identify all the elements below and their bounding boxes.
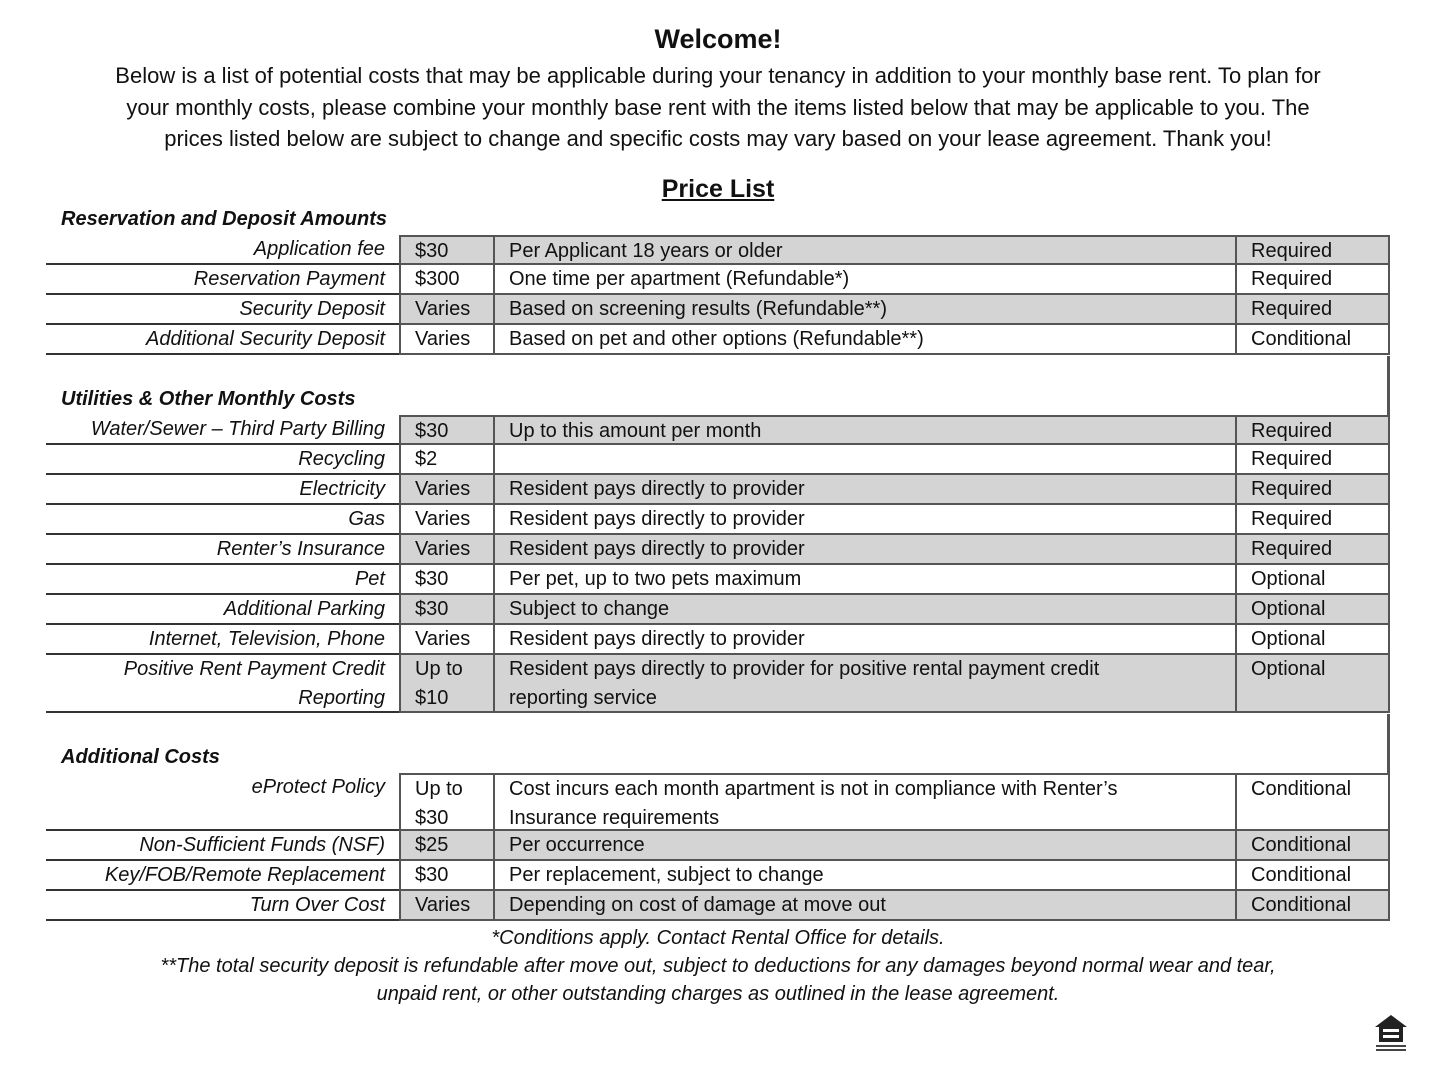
item-description [495,891,1237,919]
item-data [399,415,1390,445]
table-row [0,295,1446,325]
item-price-line: $10 [415,687,449,709]
item-description-line: Per replacement, subject to change [509,864,824,886]
item-data [399,831,1390,861]
item-price [401,325,495,353]
item-data [399,235,1390,265]
item-data [399,861,1390,891]
item-description [495,565,1237,593]
item-status: Optional [1251,658,1326,680]
item-price [401,535,495,563]
table-row [0,595,1446,625]
item-data [399,891,1390,921]
item-price [401,417,495,443]
item-description [495,831,1237,859]
item-data [399,595,1390,625]
item-label [46,445,399,475]
table-row [0,625,1446,655]
item-price-line: $30 [415,240,449,262]
item-status: Conditional [1251,328,1352,350]
item-status: Optional [1251,628,1326,650]
intro-line: your monthly costs, please combine your monthly base rent with the items listed below that may be applicable to you. The [126,94,1310,120]
item-label [46,295,399,325]
item-data [399,325,1390,355]
item-price-line: $30 [415,864,449,886]
price-list-title: Price List [661,175,775,203]
section-title-utilities-other-monthly-costs: Utilities & Other Monthly Costs [61,388,356,410]
table-row [0,475,1446,505]
item-data [399,295,1390,325]
item-label [46,625,399,655]
item-data [399,445,1390,475]
item-price [401,265,495,293]
item-data [399,565,1390,595]
item-status: Conditional [1251,778,1352,800]
item-price-line: $300 [415,268,460,290]
item-status: Conditional [1251,864,1352,886]
item-status: Required [1251,508,1333,530]
item-price [401,625,495,653]
item-label [46,535,399,565]
item-label-line: Internet, Television, Phone [148,628,385,650]
item-data [399,475,1390,505]
footnotes [20,924,1416,1008]
item-label [46,565,399,595]
item-label-line: Additional Parking [223,598,385,620]
item-price [401,775,495,829]
item-description [495,237,1237,263]
item-label [46,505,399,535]
item-label-line: Security Deposit [239,298,385,320]
item-status: Required [1251,240,1333,262]
intro-line: Below is a list of potential costs that may be applicable during your tenancy in addition to your monthly base rent. To plan for [115,63,1321,88]
item-data [399,625,1390,655]
item-description [495,535,1237,563]
item-status: Required [1251,268,1333,290]
item-label [46,265,399,295]
item-description [495,775,1237,829]
item-price-line: $30 [415,598,449,620]
table-right-border [1387,356,1390,416]
item-description-line: Up to this amount per month [509,420,762,442]
item-status: Required [1251,538,1333,560]
item-description [495,265,1237,293]
item-description-line: Depending on cost of damage at move out [509,894,886,916]
item-description-line: Subject to change [509,598,670,620]
table-row [0,235,1446,265]
item-description [495,475,1237,503]
item-status: Required [1251,298,1333,320]
item-label-line: Non-Sufficient Funds (NSF) [139,834,385,856]
item-price-line: $30 [415,420,449,442]
item-description-line: One time per apartment (Refundable*) [509,268,850,290]
item-label-line: Reporting [298,687,385,709]
item-description-line: Based on pet and other options (Refundable**) [509,328,924,350]
item-description [495,295,1237,323]
item-label [46,475,399,505]
table-row [0,565,1446,595]
item-price-line: $2 [415,448,438,470]
item-description-line: Resident pays directly to provider [509,508,805,530]
equal-housing-opportunity-icon [1372,1012,1410,1052]
item-price-line: $30 [415,568,449,590]
item-description [495,625,1237,653]
item-data [399,265,1390,295]
item-price-line: Varies [415,628,471,650]
item-label [46,235,399,265]
item-price-line: Varies [415,894,471,916]
intro-line: prices listed below are subject to change and specific costs may vary based on your lease agreement. Thank you! [164,126,1272,151]
item-description [495,861,1237,889]
item-price-line: Varies [415,508,471,530]
item-price [401,655,495,711]
item-label [46,325,399,355]
table-row [0,265,1446,295]
table-row [0,325,1446,355]
item-label [46,595,399,625]
item-description-line: Cost incurs each month apartment is not in compliance with Renter’s [509,778,1118,800]
item-data [399,505,1390,535]
item-label-line: Positive Rent Payment Credit [123,658,385,680]
item-description [495,505,1237,533]
item-status: Optional [1251,598,1326,620]
footnote-security-deposit-cont: unpaid rent, or other outstanding charges as outlined in the lease agreement. [376,983,1060,1005]
footnote-conditions: *Conditions apply. Contact Rental Office for details. [491,927,945,949]
section-title-additional-costs: Additional Costs [61,746,220,768]
table-row [0,861,1446,891]
item-label-line: Pet [354,568,385,590]
item-price [401,505,495,533]
item-description-line: Resident pays directly to provider for positive rental payment credit [509,658,1100,680]
item-label-line: Renter’s Insurance [216,538,385,560]
item-description-line: Resident pays directly to provider [509,628,805,650]
item-data [399,655,1390,713]
item-label-line: Electricity [299,478,385,500]
item-description [495,655,1237,711]
item-description-line: Per Applicant 18 years or older [509,240,783,262]
item-label-line: eProtect Policy [251,776,385,798]
item-price-line: Varies [415,538,471,560]
item-label-line: Recycling [298,448,385,470]
item-price [401,295,495,323]
table-row [0,655,1446,713]
item-price [401,565,495,593]
table-row [0,505,1446,535]
item-label [46,655,399,713]
table-row [0,535,1446,565]
table-right-border [1387,714,1390,774]
item-description [495,417,1237,443]
item-price-line: $25 [415,834,449,856]
item-price-line: Varies [415,478,471,500]
item-label-line: Turn Over Cost [249,894,385,916]
item-label-line: Gas [348,508,385,530]
item-price-line: $30 [415,807,449,829]
table-row [0,415,1446,445]
table-row [0,445,1446,475]
item-status: Conditional [1251,834,1352,856]
item-price [401,445,495,473]
intro-paragraph [18,60,1418,155]
item-description [495,325,1237,353]
item-data [399,773,1390,831]
item-price-line: Up to [415,658,463,680]
item-price-line: Varies [415,298,471,320]
item-status: Optional [1251,568,1326,590]
footnote-security-deposit: **The total security deposit is refundable after move out, subject to deductions for any damages beyond normal wear and tear, [160,955,1276,977]
item-price [401,475,495,503]
item-description-line: Resident pays directly to provider [509,538,805,560]
item-description [495,445,1237,473]
item-label-line: Water/Sewer – Third Party Billing [90,418,385,440]
item-price-line: Up to [415,778,463,800]
item-label [46,831,399,861]
item-description-line: Per occurrence [509,834,645,856]
item-label-line: Reservation Payment [193,268,385,290]
section-title-reservation-and-deposit-amounts: Reservation and Deposit Amounts [61,208,387,230]
item-price-line: Varies [415,328,471,350]
table-row [0,891,1446,921]
item-data [399,535,1390,565]
table-row [0,831,1446,861]
item-label-line: Additional Security Deposit [145,328,385,350]
item-label-line: Application fee [253,238,385,260]
item-label-line: Key/FOB/Remote Replacement [104,864,385,886]
item-status: Conditional [1251,894,1352,916]
item-label [46,861,399,891]
item-label [46,891,399,921]
item-price [401,595,495,623]
item-label [46,415,399,445]
item-description-line: Resident pays directly to provider [509,478,805,500]
item-price [401,891,495,919]
item-description-line: Per pet, up to two pets maximum [509,568,802,590]
welcome-heading: Welcome! [654,24,782,54]
item-price [401,237,495,263]
item-description-line: Based on screening results (Refundable**) [509,298,887,320]
item-status: Required [1251,420,1333,442]
item-status: Required [1251,478,1333,500]
item-description-line: Insurance requirements [509,807,720,829]
item-status: Required [1251,448,1333,470]
item-price [401,831,495,859]
item-label [46,773,399,831]
item-price [401,861,495,889]
item-description [495,595,1237,623]
item-description-line: reporting service [509,687,657,709]
table-row [0,773,1446,831]
